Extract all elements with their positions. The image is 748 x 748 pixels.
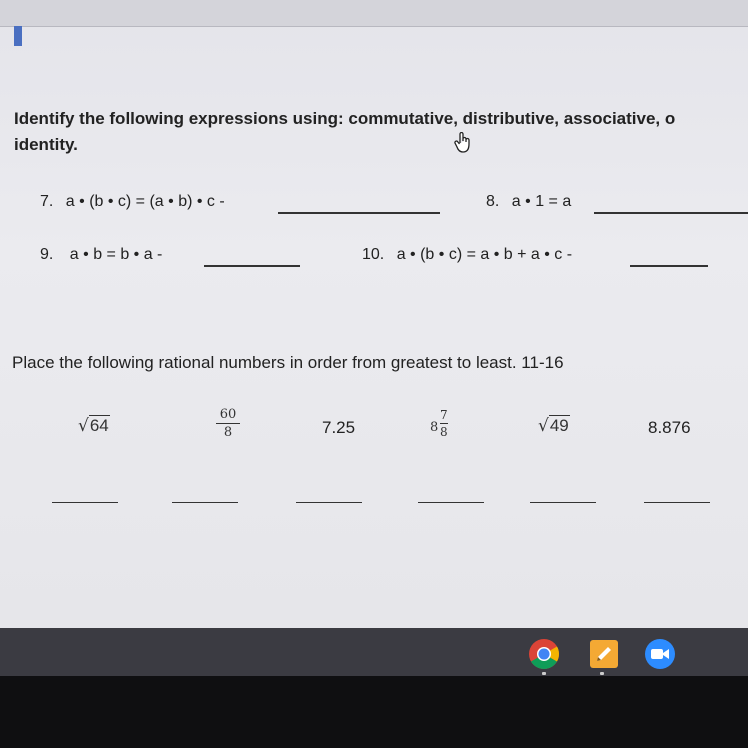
chrome-icon[interactable] <box>528 638 560 670</box>
answer-blank-12[interactable] <box>172 502 238 503</box>
question-9 <box>40 246 162 264</box>
question-number: 9. <box>40 246 54 263</box>
decimal-7-25: 7.25 <box>322 418 356 437</box>
radicand: 49 <box>549 416 569 435</box>
radical-symbol: √ <box>538 416 549 436</box>
mixed-fraction <box>440 408 448 439</box>
whole-part: 8 <box>430 420 439 435</box>
mixed-number-8-7-8 <box>430 408 454 448</box>
heading-line-1: Identify the following expressions using: commutative, distributive, associative, o <box>14 109 676 128</box>
question-number: 8. <box>486 193 500 210</box>
answer-blank-11[interactable] <box>52 502 118 503</box>
radicand: 64 <box>89 416 109 435</box>
active-indicator <box>600 672 604 675</box>
answer-blank-14[interactable] <box>418 502 484 503</box>
ordering-instructions: Place the following rational numbers in order from greatest to least. 11-16 <box>12 353 564 372</box>
answer-blank-8[interactable] <box>594 212 748 214</box>
fraction-bar <box>440 423 448 424</box>
decimal-8-876: 8.876 <box>648 418 691 437</box>
question-expression: a • 1 = a <box>511 193 572 210</box>
hand-cursor-icon <box>452 132 474 154</box>
question-10 <box>362 246 572 264</box>
fraction-60-over-8 <box>216 407 240 440</box>
question-expression: a • b = b • a - <box>69 246 163 263</box>
question-number: 10. <box>362 246 385 263</box>
taskbar <box>0 628 748 676</box>
accent-marker <box>14 26 22 46</box>
video-call-icon[interactable] <box>644 638 676 670</box>
answer-blank-10[interactable] <box>630 265 708 267</box>
question-expression: a • (b • c) = (a • b) • c - <box>65 193 225 210</box>
notes-icon[interactable] <box>588 638 620 670</box>
question-7 <box>40 193 225 211</box>
denominator: 8 <box>223 425 233 440</box>
answer-blank-16[interactable] <box>644 502 710 503</box>
denominator: 8 <box>440 425 448 439</box>
instructions-heading <box>14 106 748 158</box>
question-8 <box>486 193 571 211</box>
answer-blank-9[interactable] <box>204 265 300 267</box>
screen-bezel <box>0 676 748 748</box>
sqrt-49 <box>538 416 570 436</box>
question-number: 7. <box>40 193 54 210</box>
answer-blank-7[interactable] <box>278 212 440 214</box>
active-indicator <box>542 672 546 675</box>
heading-line-2: identity. <box>14 135 78 154</box>
question-expression: a • (b • c) = a • b + a • c - <box>396 246 573 263</box>
numerator: 7 <box>440 408 448 422</box>
numerator: 60 <box>219 407 237 422</box>
radical-symbol: √ <box>78 416 89 436</box>
answer-blank-15[interactable] <box>530 502 596 503</box>
sqrt-64 <box>78 416 110 436</box>
fraction-bar <box>216 423 240 424</box>
top-strip <box>0 0 748 27</box>
answer-blank-13[interactable] <box>296 502 362 503</box>
